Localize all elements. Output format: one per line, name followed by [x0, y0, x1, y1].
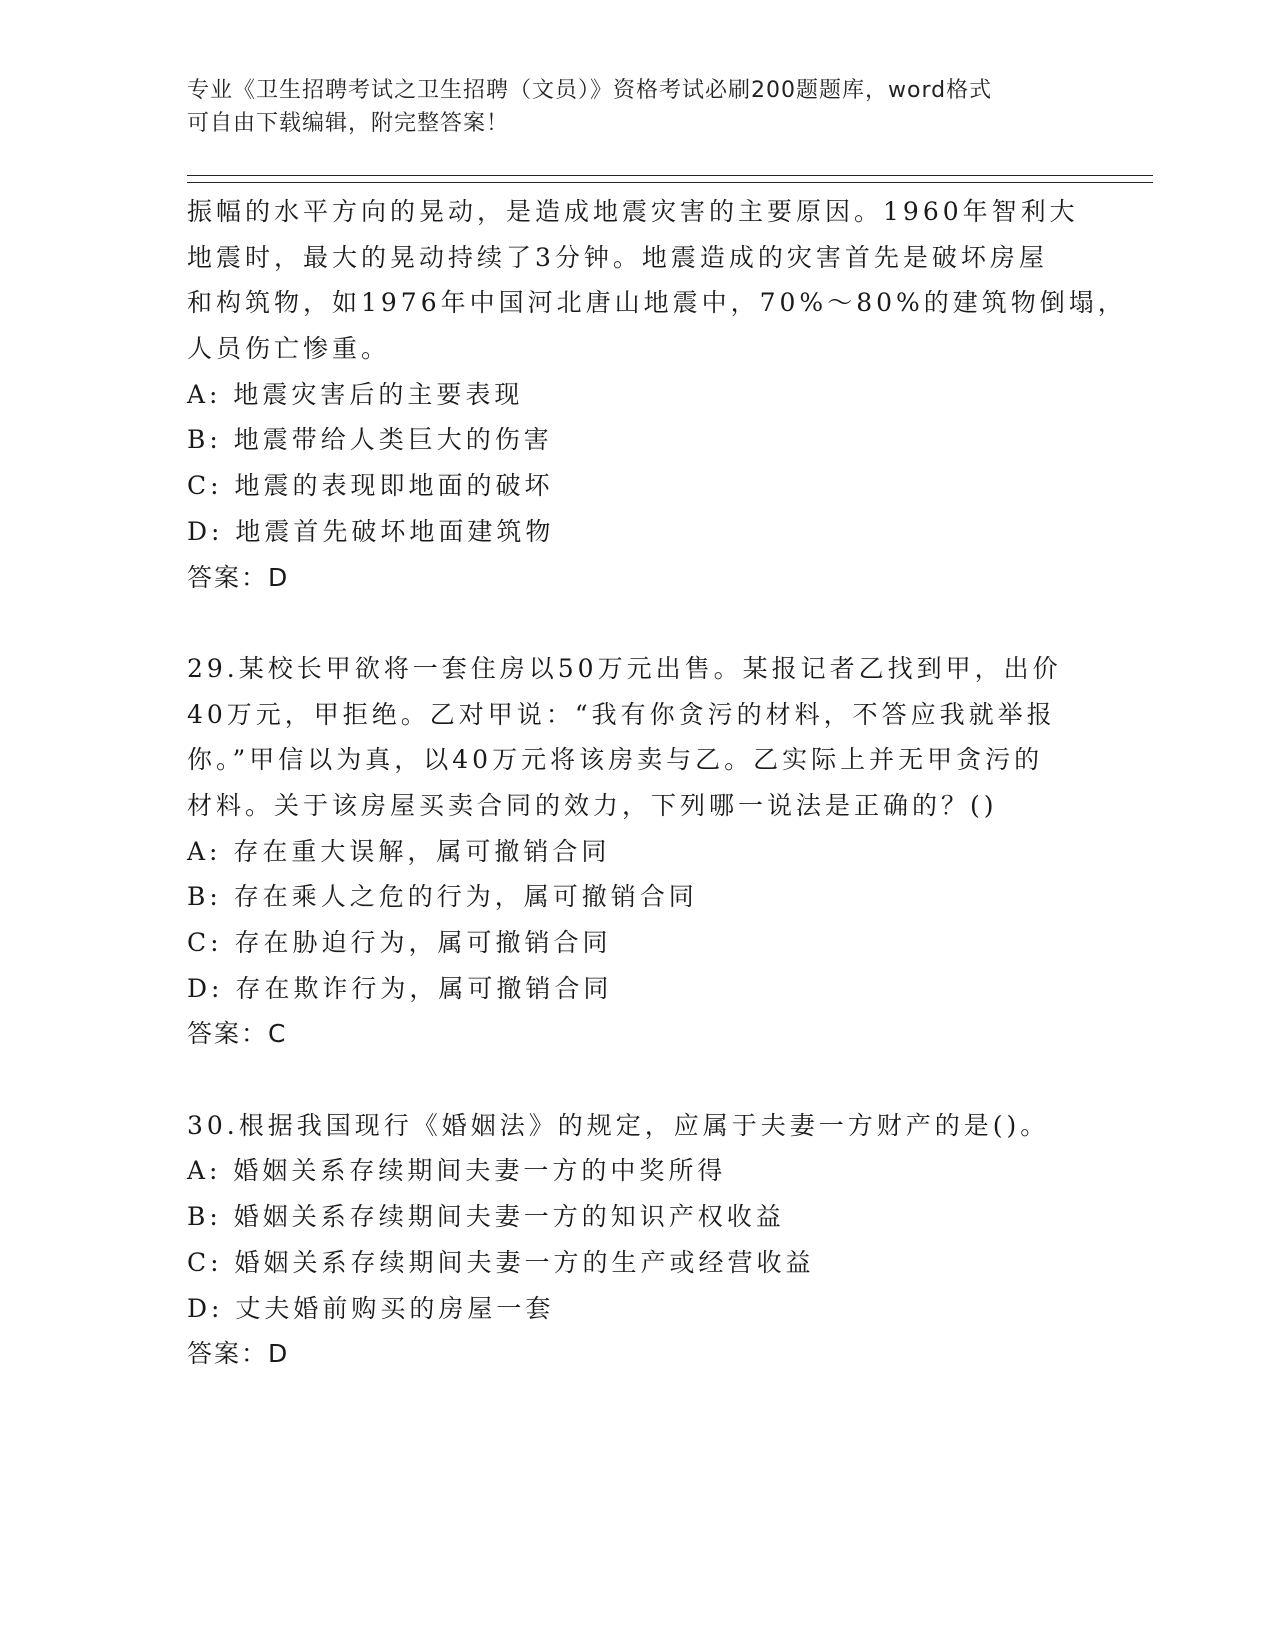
option-c: C: 存在胁迫行为，属可撤销合同 [187, 928, 612, 957]
option-c: C: 地震的表现即地面的破坏 [187, 471, 554, 501]
question-text-line: 地震时，最大的晃动持续了3分钟。地震造成的灾害首先是破坏房屋 [187, 242, 1048, 272]
question-text-line: 人员伤亡惨重。 [187, 334, 391, 364]
header-line-2: 可自由下载编辑，附完整答案！ [187, 111, 510, 136]
question-28 [187, 189, 1127, 600]
question-text-line: 你。”甲信以为真，以40万元将该房卖与乙。乙实际上并无甲贪污的 [187, 745, 1044, 775]
question-spacer [187, 600, 1087, 646]
document-header [187, 74, 1087, 140]
header-divider-bottom [187, 182, 1153, 183]
option-c: C: 婚姻关系存续期间夫妻一方的生产或经营收益 [187, 1247, 815, 1277]
answer-label: 答案：C [187, 1019, 288, 1049]
question-spacer [187, 1057, 1087, 1103]
header-divider-top [187, 175, 1153, 176]
document-body [187, 189, 1127, 1377]
question-text-line: 30.根据我国现行《婚姻法》的规定，应属于夫妻一方财产的是()。 [187, 1110, 1050, 1140]
question-text-line: 和构筑物，如1976年中国河北唐山地震中，70%～80%的建筑物倒塌， [187, 288, 1127, 318]
question-29 [187, 646, 1087, 1057]
option-b: B: 地震带给人类巨大的伤害 [187, 425, 553, 455]
question-text-line: 40万元，甲拒绝。乙对甲说：“我有你贪污的材料，不答应我就举报 [187, 699, 1056, 729]
question-text-line: 29.某校长甲欲将一套住房以50万元出售。某报记者乙找到甲，出价 [187, 653, 1062, 683]
option-a: A: 存在重大误解，属可撤销合同 [187, 836, 611, 866]
option-d: D: 存在欺诈行为，属可撤销合同 [187, 973, 613, 1003]
question-text-line: 振幅的水平方向的晃动，是造成地震灾害的主要原因。1960年智利大 [187, 197, 1079, 226]
header-line-1: 专业《卫生招聘考试之卫生招聘（文员）》资格考试必刷200题题库，word格式 [187, 78, 993, 103]
answer-label: 答案：D [187, 1339, 290, 1369]
option-a: A: 地震灾害后的主要表现 [187, 379, 524, 409]
answer-label: 答案：D [187, 562, 290, 592]
question-30 [187, 1103, 1087, 1377]
option-b: B: 婚姻关系存续期间夫妻一方的知识产权收益 [187, 1202, 785, 1232]
question-text-line: 材料。关于该房屋买卖合同的效力，下列哪一说法是正确的？() [187, 790, 998, 820]
option-d: D: 丈夫婚前购买的房屋一套 [187, 1293, 555, 1323]
option-d: D: 地震首先破坏地面建筑物 [187, 516, 555, 546]
option-a: A: 婚姻关系存续期间夫妻一方的中奖所得 [187, 1156, 727, 1186]
option-b: B: 存在乘人之危的行为，属可撤销合同 [187, 882, 698, 912]
